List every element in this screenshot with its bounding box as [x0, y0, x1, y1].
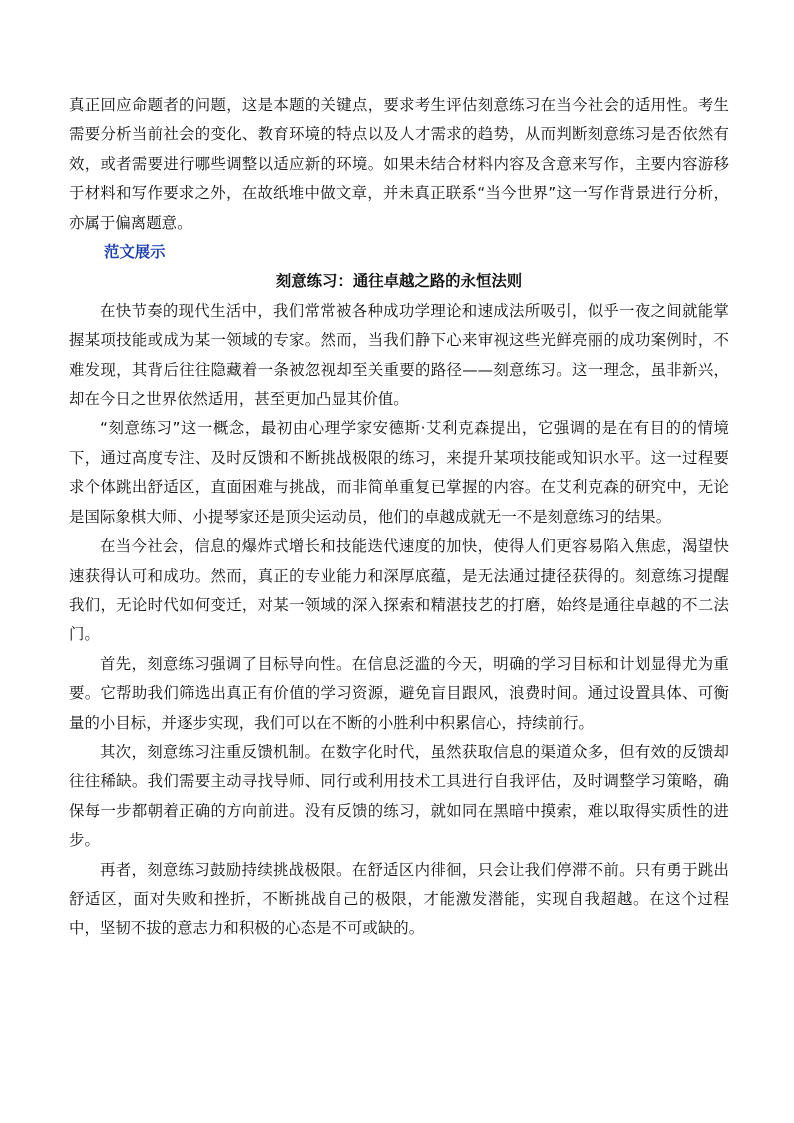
- essay-paragraph-5: 其次，刻意练习注重反馈机制。在数字化时代，虽然获取信息的渠道众多，但有效的反馈却往往稀缺。我们需要主动寻找导师、同行或利用技术工具进行自我评估，及时调整学习策略，确保每一步都朝着正确的方向前进。没有反馈的练习，就如同在黑暗中摸索，难以取得实质性的进步。: [69, 742, 729, 850]
- essay-title: 刻意练习：通往卓越之路的永恒法则: [275, 272, 523, 291]
- section-label-sample-essay: 范文展示: [104, 243, 166, 262]
- essay-paragraph-6: 再者，刻意练习鼓励持续挑战极限。在舒适区内徘徊，只会让我们停滞不前。只有勇于跳出舒适区，面对失败和挫折，不断挑战自己的极限，才能激发潜能，实现自我超越。在这个过程中，坚韧不拔的意志力和积极的心态是不可或缺的。: [69, 860, 729, 938]
- essay-paragraph-3: 在当今社会，信息的爆炸式增长和技能迭代速度的加快，使得人们更容易陷入焦虑，渴望快速获得认可和成功。然而，真正的专业能力和深厚底蕴，是无法通过捷径获得的。刻意练习提醒我们，无论时代如何变迁，对某一领域的深入探索和精湛技艺的打磨，始终是通往卓越的不二法门。: [69, 537, 729, 644]
- page-content: [69, 91, 729, 944]
- essay-paragraph-4: 首先，刻意练习强调了目标导向性。在信息泛滥的今天，明确的学习目标和计划显得尤为重要。它帮助我们筛选出真正有价值的学习资源，避免盲目跟风，浪费时间。通过设置具体、可衡量的小目标，并逐步实现，我们可以在不断的小胜利中积累信心，持续前行。: [69, 654, 729, 732]
- essay-paragraph-2: “刻意练习”这一概念，最初由心理学家安德斯·艾利克森提出，它强调的是在有目的的情境下，通过高度专注、及时反馈和不断挑战极限的练习，来提升某项技能或知识水平。这一过程要求个体跳出舒适区，直面困难与挑战，而非简单重复已掌握的内容。在艾利克森的研究中，无论是国际象棋大师、小提琴家还是顶尖运动员，他们的卓越成就无一不是刻意练习的结果。: [69, 419, 729, 526]
- essay-paragraph-1: 在快节奏的现代生活中，我们常常被各种成功学理论和速成法所吸引，似乎一夜之间就能掌握某项技能或成为某一领域的专家。然而，当我们静下心来审视这些光鲜亮丽的成功案例时，不难发现，其背后往往隐藏着一条被忽视却至关重要的路径——刻意练习。这一理念，虽非新兴，却在今日之世界依然适用，甚至更加凸显其价值。: [69, 301, 729, 409]
- intro-paragraph: 真正回应命题者的问题，这是本题的关键点，要求考生评估刻意练习在当今社会的适用性。考生需要分析当前社会的变化、教育环境的特点以及人才需求的趋势，从而判断刻意练习是否依然有效，或者需要进行哪些调整以适应新的环境。如果未结合材料内容及含意来写作，主要内容游移于材料和写作要求之外，在故纸堆中做文章，并未真正联系“当今世界”这一写作背景进行分析，亦属于偏离题意。: [69, 96, 729, 232]
